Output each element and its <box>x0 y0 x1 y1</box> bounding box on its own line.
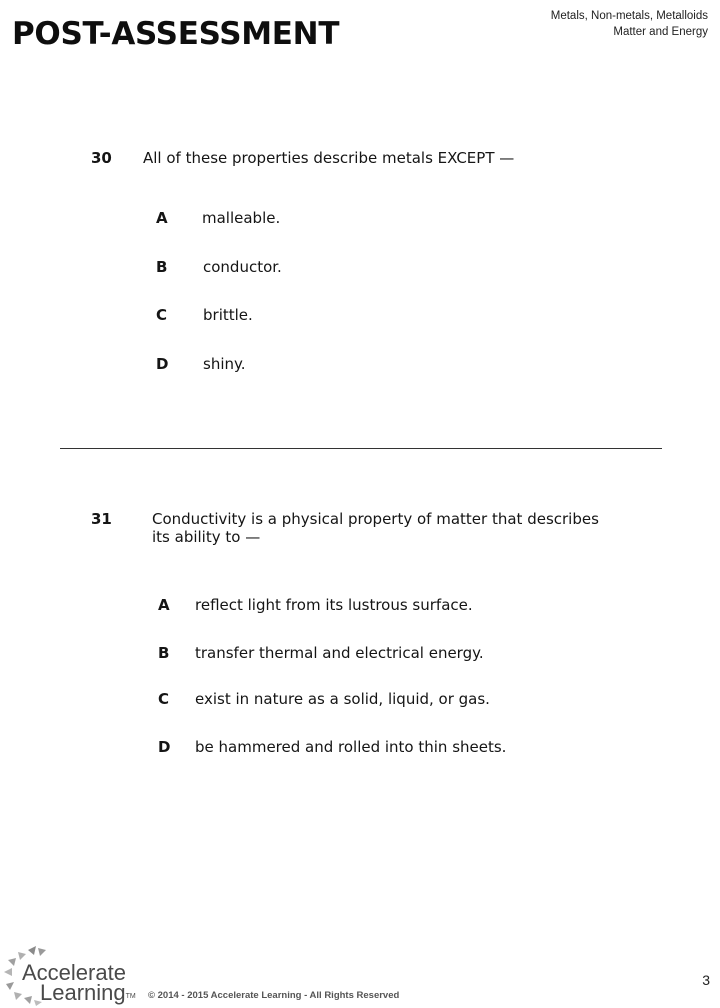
topic-line-2: Matter and Energy <box>613 26 708 38</box>
question-divider <box>60 448 662 449</box>
option-text: exist in nature as a solid, liquid, or gas. <box>195 690 490 708</box>
question-number: 30 <box>91 149 112 167</box>
option-text: be hammered and rolled into thin sheets. <box>195 738 507 756</box>
copyright-notice: © 2014 - 2015 Accelerate Learning - All Rights Reserved <box>148 990 400 1001</box>
option-letter: A <box>156 209 168 227</box>
question-stem-line: its ability to — <box>152 528 261 546</box>
trademark-mark: TM <box>125 993 136 1000</box>
option-letter: B <box>156 258 168 276</box>
option-letter: A <box>158 596 170 614</box>
option-letter: D <box>156 355 169 373</box>
option-letter: B <box>158 644 170 662</box>
question-stem <box>152 510 652 546</box>
logo-wordmark-line-2 <box>40 982 136 1004</box>
question-stem <box>143 149 623 167</box>
option-letter: D <box>158 738 171 756</box>
page-title: POST-ASSESSMENT <box>12 16 340 52</box>
option-text: transfer thermal and electrical energy. <box>195 644 484 662</box>
question-stem-line: All of these properties describe metals EXCEPT — <box>143 149 515 167</box>
option-letter: C <box>156 306 168 324</box>
page-number: 3 <box>702 972 710 988</box>
question-stem-line: Conductivity is a physical property of matter that describes <box>152 510 599 528</box>
option-text: malleable. <box>202 209 281 227</box>
logo-wordmark-text: Learning <box>40 980 126 1005</box>
logo-wordmark-line-1: Accelerate <box>22 960 126 985</box>
option-text: conductor. <box>203 258 282 276</box>
option-text: reflect light from its lustrous surface. <box>195 596 473 614</box>
topic-line-1: Metals, Non-metals, Metalloids <box>550 10 708 22</box>
option-text: brittle. <box>203 306 253 324</box>
option-letter: C <box>158 690 170 708</box>
question-number: 31 <box>91 510 112 528</box>
option-text: shiny. <box>203 355 246 373</box>
topic-header <box>551 8 708 40</box>
